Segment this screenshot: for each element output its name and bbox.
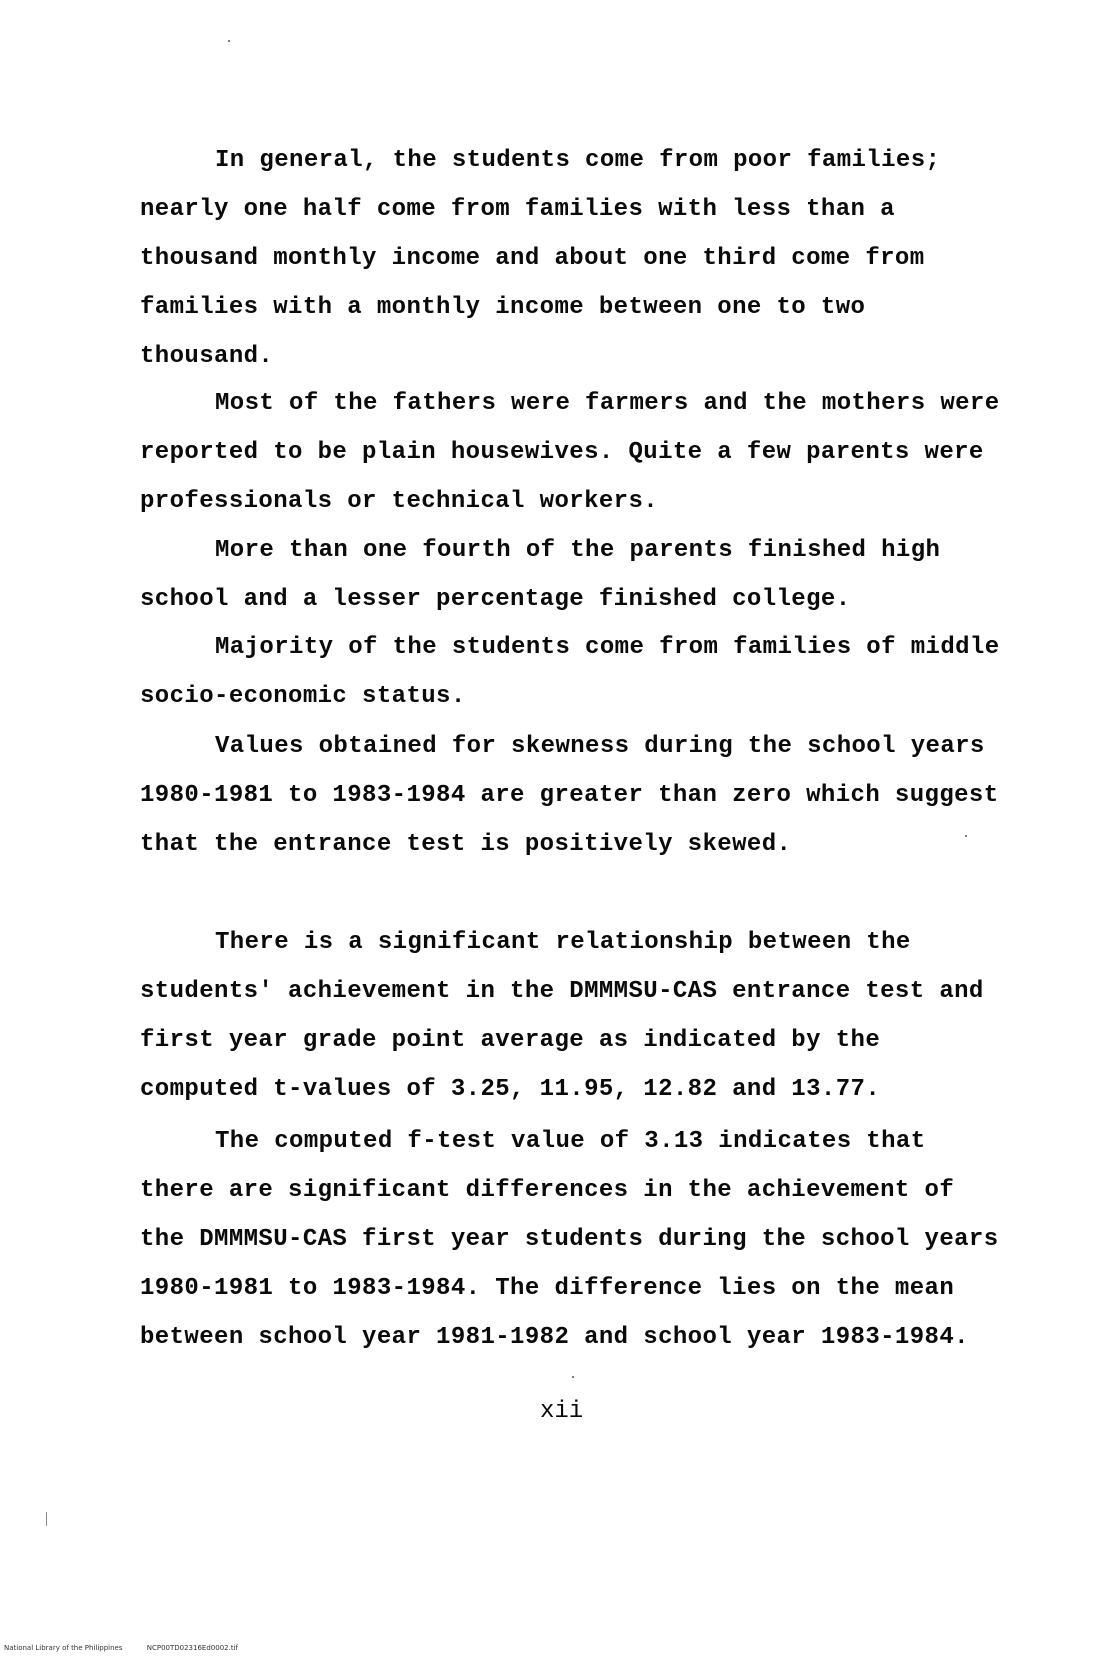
footer-file-code: NCP00TD02316Ed0002.tif [146, 1644, 238, 1652]
footer-library: National Library of the Philippines [4, 1644, 123, 1652]
paragraph-parent-education: More than one fourth of the parents finished high school and a lesser percentage finished college. [140, 537, 941, 613]
scan-mark [46, 1512, 47, 1526]
scan-speck [228, 40, 230, 42]
scan-speck [572, 1376, 574, 1378]
paragraph-t-values: There is a significant relationship between the students' achievement in the DMMMSU-CAS entrance test and first year grade point average as indicated by the computed t-values of 3.25, 11.95, 12.82 and 13.77. [140, 929, 984, 1103]
paragraph-skewness: Values obtained for skewness during the school years 1980-1981 to 1983-1984 are greater than zero which suggest that the entrance test is positively skewed. [140, 733, 999, 858]
paragraph-parent-occupation: Most of the fathers were farmers and the mothers were reported to be plain housewives. Quite a few parents were professionals or technical workers. [140, 390, 1000, 515]
paragraph-family-income: In general, the students come from poor families; nearly one half come from families with less than a thousand monthly income and about one third come from families with a monthly income between one to two thousand. [140, 147, 941, 370]
paragraph-socio-economic-status: Majority of the students come from families of middle socio-economic status. [140, 634, 1000, 710]
scan-footer [4, 1644, 260, 1652]
paragraph-f-test: The computed f-test value of 3.13 indicates that there are significant differences in the achievement of the DMMMSU-CAS first year students during the school years 1980-1981 to 1983-1984. The difference lies on the mean between school year 1981-1982 and school year 1983-1984. [140, 1128, 999, 1351]
scan-speck [965, 835, 967, 837]
page-number: xii [540, 1398, 584, 1425]
